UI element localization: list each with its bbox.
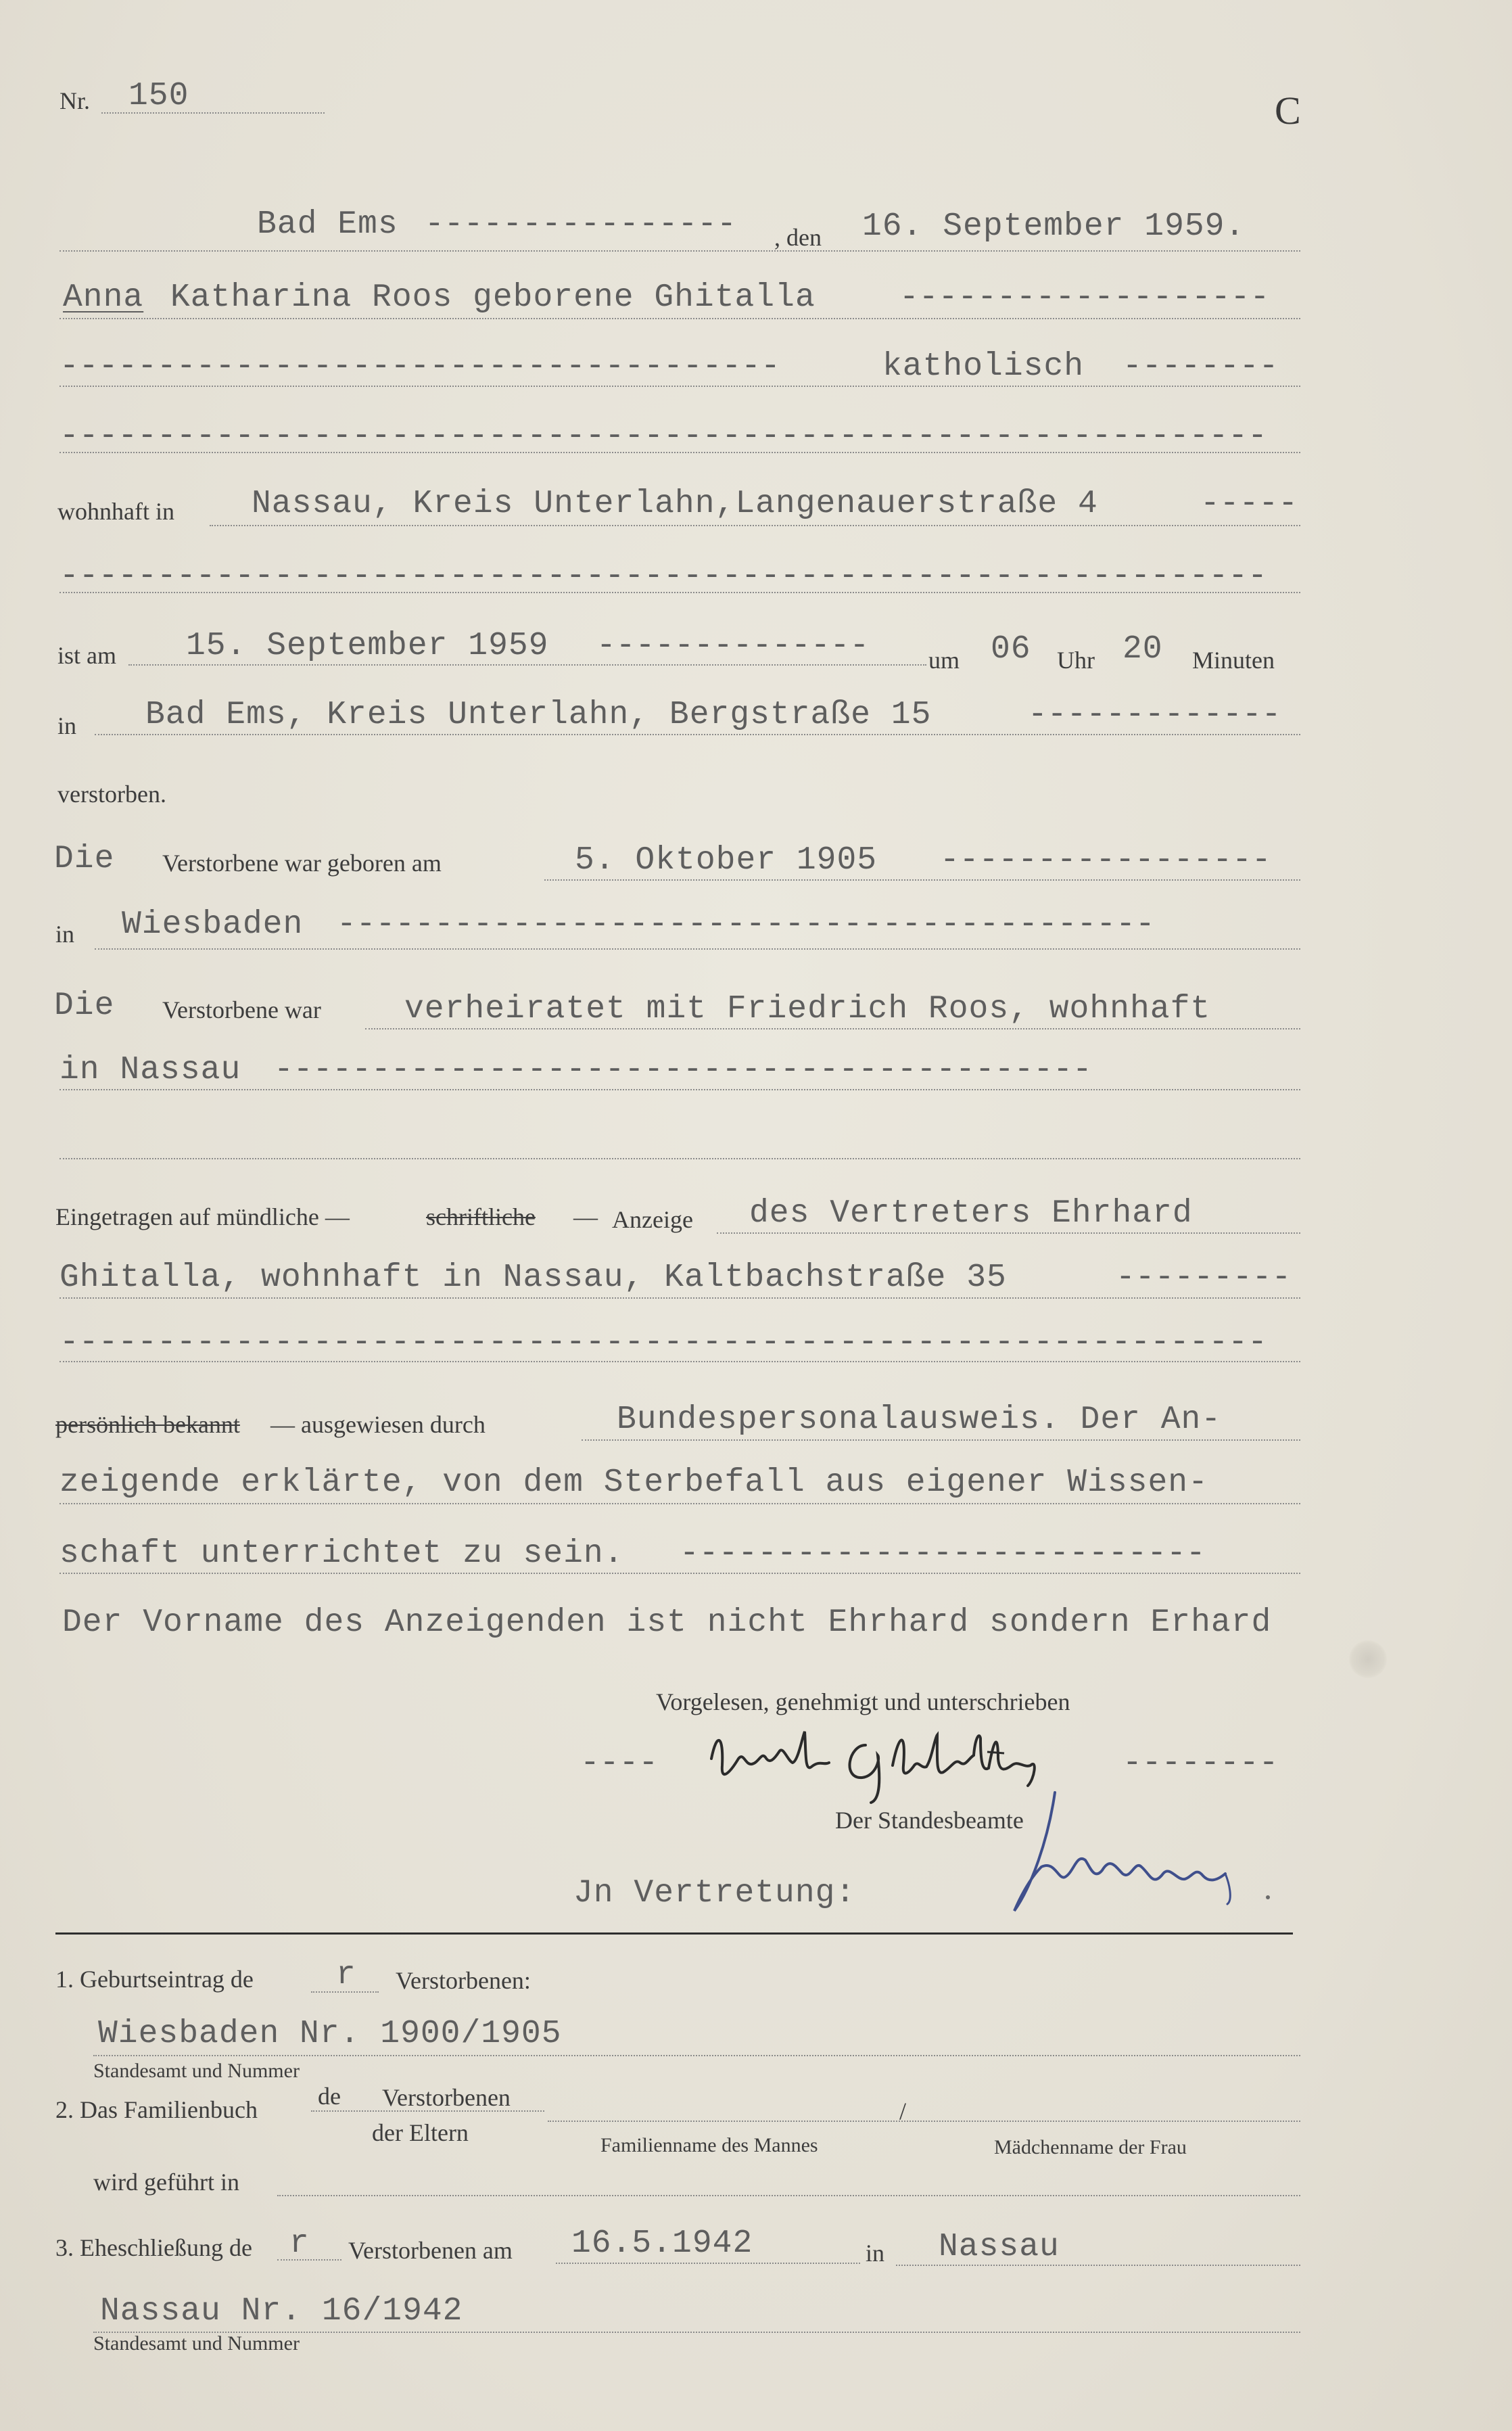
blank-dashes-1: -------------------------------------------------------------- [60,418,1267,455]
identification-struck: persönlich bekannt [55,1411,240,1438]
birth-die: Die [54,841,115,877]
registration-label-struck: schriftliche [426,1203,536,1230]
minuten-label: Minuten [1192,647,1275,674]
note3-value: Nassau Nr. 16/1942 [100,2293,463,2330]
uhr-label: Uhr [1057,647,1095,674]
birth-label: Verstorbene war geboren am [162,850,442,877]
residence-dashes: ----- [1200,486,1298,522]
deputy-label: Jn Vertretung: [573,1875,856,1912]
identification-line3: schaft unterrichtet zu sein. [60,1535,624,1572]
identification-note: Der Vorname des Anzeigenden ist nicht Ehrhard sondern Erhard [62,1604,1272,1641]
death-hour: 06 [991,631,1031,668]
death-date: 15. September 1959 [186,628,549,664]
registration-label-suffix: Anzeige [612,1206,693,1233]
note3-place-dotted-line [896,2265,1300,2266]
identification-line1: Bundespersonalausweis. Der An- [617,1402,1222,1438]
den-label: , den [774,224,822,251]
death-place-dashes: ------------- [1028,697,1281,733]
note2-mann: Familienname des Mannes [600,2134,818,2156]
note2-dotted-line-2 [548,2121,1300,2122]
official-signature [920,1786,1285,1928]
note2-eltern: der Eltern [372,2119,469,2146]
note2-dotted-line-3 [277,2195,1300,2196]
nr-label: Nr. [60,87,90,114]
date-value: 16. September 1959. [862,208,1246,245]
birth-in-label: in [55,921,75,948]
ist-am-label: ist am [57,642,116,669]
blank-dashes-3: -------------------------------------------------------------- [60,1324,1267,1361]
birth-place: Wiesbaden [122,906,304,943]
note1-dotted-line [93,2055,1300,2056]
note3-r: r [289,2225,310,2262]
registration-label-prefix: Eingetragen auf mündliche — [55,1203,350,1230]
note1-label: 1. Geburtseintrag de [55,1966,254,1993]
note2-slash: / [899,2098,907,2125]
note1-r: r [336,1957,356,1993]
note3-sub: Standesamt und Nummer [93,2332,300,2355]
registration-label-dash: — [573,1203,598,1230]
place-value: Bad Ems [257,206,398,243]
marital-line1: verheiratet mit Friedrich Roos, wohnhaft [404,991,1211,1027]
religion-value: katholisch [882,348,1085,385]
name-rest: Katharina Roos geborene Ghitalla [170,279,816,316]
registration-dashes: --------- [1116,1259,1292,1296]
registration-dotted-line-1 [717,1232,1300,1234]
registration-line2: Ghitalla, wohnhaft in Nassau, Kaltbachstraße 35 [60,1259,1007,1296]
death-date-dashes: -------------- [596,628,870,664]
religion-dashes-left: ------------------------------------- [60,348,780,385]
identification-label: — ausgewiesen durch [270,1411,486,1438]
note3-label: 3. Eheschließung de [55,2234,252,2261]
marital-dotted-line-1 [365,1028,1300,1029]
birth-place-dashes: ------------------------------------------ [337,906,1155,943]
death-place-dotted-line [95,734,1300,735]
verstorben-label: verstorben. [57,781,166,808]
marital-dotted-line-2 [60,1089,1300,1090]
note3-date-dotted-line [556,2263,860,2264]
marital-dotted-line-3 [60,1158,1300,1159]
note2-verst: Verstorbenen [382,2084,511,2111]
note1-r-dotted-line [311,1991,379,1993]
note1-sub: Standesamt und Nummer [93,2060,300,2082]
note3-mid: Verstorbenen am [348,2237,513,2264]
note2-gefuehrt: wird geführt in [93,2169,239,2196]
identification-dotted-line-2 [60,1503,1300,1504]
birth-place-dotted-line [95,948,1300,950]
nr-dotted-line [101,112,325,114]
death-place: Bad Ems, Kreis Unterlahn, Bergstraße 15 [145,697,932,733]
blank-dotted-line-2 [60,592,1300,593]
identification-dashes: --------------------------- [680,1535,1206,1572]
marital-line2: in Nassau [60,1052,241,1088]
note3-in: in [866,2240,885,2267]
death-in-label: in [57,712,77,739]
place-dashes: ---------------- [425,206,736,243]
name-dotted-line [60,318,1300,319]
residence-label: wohnhaft in [57,498,174,525]
note1-value: Wiesbaden Nr. 1900/1905 [98,2016,562,2052]
note3-r-dotted-line [277,2259,341,2261]
name-dashes: ------------------- [899,279,1270,316]
blank-dashes-2: -------------------------------------------------------------- [60,558,1267,595]
marital-dashes: ------------------------------------------ [274,1052,1092,1088]
nr-value: 150 [128,78,189,114]
note2-frau: Mädchenname der Frau [994,2136,1187,2158]
registration-dotted-line-2 [60,1297,1300,1299]
death-date-dotted-line [128,664,926,666]
religion-dotted-line [60,386,1300,387]
marital-label: Verstorbene war [162,996,321,1023]
footer-rule [55,1932,1293,1935]
birth-date-dotted-line [544,879,1300,881]
birth-date-dashes: ----------------- [940,842,1271,879]
identification-line2: zeigende erklärte, von dem Sterbefall aus eigener Wissen- [60,1464,1208,1501]
religion-dashes-right: -------- [1123,348,1279,385]
note1-suffix: Verstorbenen: [396,1967,531,1994]
note3-place: Nassau [939,2229,1060,2265]
note3-date: 16.5.1942 [571,2225,753,2262]
marital-die: Die [54,988,115,1024]
um-label: um [928,647,960,674]
death-minutes: 20 [1123,631,1163,668]
registration-dotted-line-3 [60,1361,1300,1362]
note2-label: 2. Das Familienbuch [55,2096,258,2123]
first-name: Anna [63,279,144,316]
date-dotted-line [60,250,1300,252]
birth-date: 5. Oktober 1905 [575,842,878,879]
read-label: Vorgelesen, genehmigt und unterschrieben [656,1688,1070,1715]
corner-mark: C [1275,89,1301,133]
note2-dotted-line-1 [311,2110,544,2112]
blank-dotted-line-1 [60,452,1300,453]
ink-blot [1349,1640,1387,1678]
identification-dotted-line-3 [60,1573,1300,1574]
residence-dotted-line [210,525,1300,526]
sig-dash-left: ---- [580,1745,659,1782]
sig-dash-right: -------- [1123,1745,1279,1782]
note2-de: de [318,2083,341,2110]
identification-dotted-line-1 [582,1439,1300,1441]
official-label: Der Standesbeamte [835,1807,1024,1834]
residence-value: Nassau, Kreis Unterlahn,Langenauerstraße 4 [252,486,1098,522]
registration-line1: des Vertreters Ehrhard [749,1195,1193,1232]
